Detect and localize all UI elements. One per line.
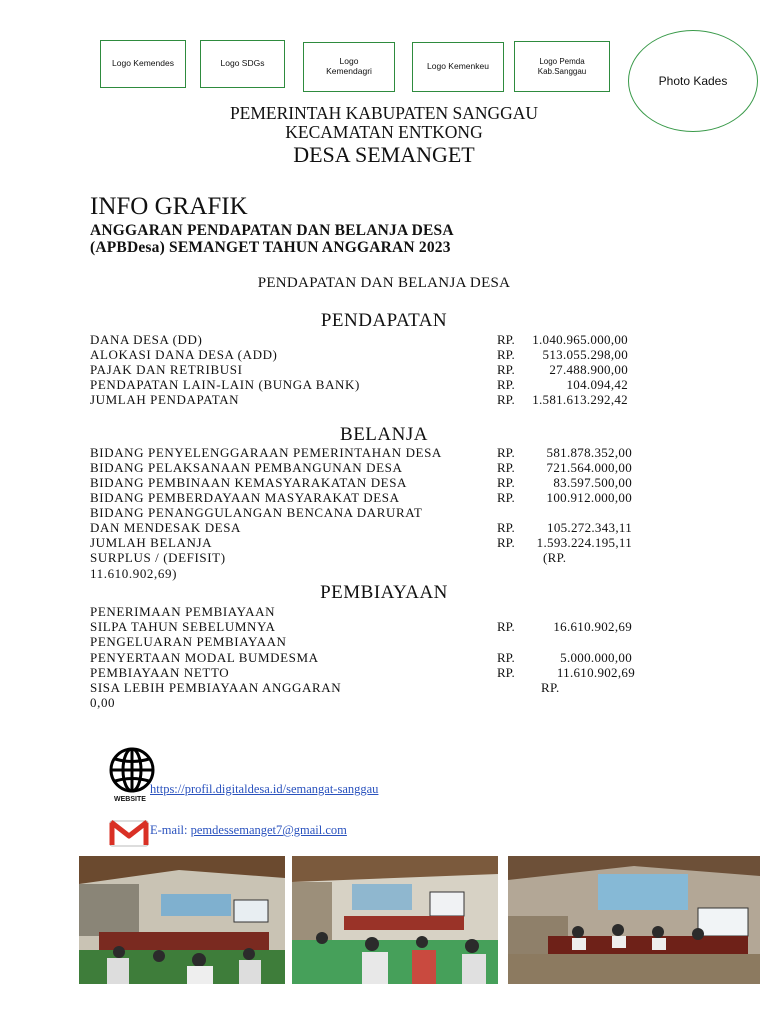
row-currency: RP.	[497, 460, 515, 475]
row-label: 0,00	[90, 695, 116, 710]
logo-pemda	[514, 41, 610, 92]
pembiayaan-heading: PEMBIAYAAN	[320, 582, 448, 603]
row-label: PEMBIAYAAN NETTO	[90, 665, 230, 680]
logo-kemendes-label: Logo Kemendes	[112, 58, 174, 69]
row-currency: RP.	[497, 520, 515, 535]
row-value: 104.094,42	[566, 377, 628, 392]
website-link[interactable]: https://profil.digitaldesa.id/semangat-sanggau	[150, 782, 379, 796]
header-kabupaten: PEMERINTAH KABUPATEN SANGGAU	[229, 103, 539, 123]
row-label: BIDANG PEMBINAAN KEMASYARAKATAN DESA	[90, 475, 408, 490]
row-label: 11.610.902,69)	[90, 566, 177, 581]
row-currency: RP.	[497, 377, 515, 392]
belanja-heading: BELANJA	[340, 424, 428, 445]
row-value: 1.040.965.000,00	[532, 332, 628, 347]
website-icon-label: WEBSITE	[114, 796, 146, 803]
row-label: BIDANG PEMBERDAYAAN MASYARAKAT DESA	[90, 490, 400, 505]
row-label: BIDANG PELAKSANAAN PEMBANGUNAN DESA	[90, 460, 403, 475]
row-label: PENDAPATAN LAIN-LAIN (BUNGA BANK)	[90, 377, 360, 392]
meeting-photo-1	[79, 856, 285, 984]
row-value: (RP.	[543, 550, 567, 565]
logo-pemda-label: Logo Pemda Kab.Sanggau	[537, 57, 587, 76]
header-desa: DESA SEMANGET	[293, 142, 475, 167]
row-value: 1.581.613.292,42	[532, 392, 628, 407]
row-value: 11.610.902,69	[556, 665, 635, 680]
row-currency: RP.	[497, 475, 515, 490]
row-value: 5.000.000,00	[560, 650, 632, 665]
row-currency: RP.	[497, 347, 515, 362]
row-value: 581.878.352,00	[546, 445, 632, 460]
row-currency: RP.	[497, 445, 515, 460]
row-currency: RP.	[497, 392, 515, 407]
row-currency: RP.	[497, 665, 515, 680]
row-label: PENYERTAAN MODAL BUMDESMA	[90, 650, 319, 665]
logo-sdgs-label: Logo SDGs	[220, 58, 265, 69]
logo-kemendes	[100, 40, 186, 88]
logo-sdgs	[200, 40, 285, 88]
row-label: JUMLAH BELANJA	[90, 535, 213, 550]
meeting-photo-2	[292, 856, 498, 984]
email-contact	[150, 823, 347, 838]
info-grafik-title: INFO GRAFIK	[90, 193, 248, 220]
row-label: JUMLAH PENDAPATAN	[90, 392, 240, 407]
row-currency: RP.	[497, 650, 515, 665]
row-currency: RP.	[497, 332, 515, 347]
row-label: PAJAK DAN RETRIBUSI	[90, 362, 243, 377]
row-value: 513.055.298,00	[542, 347, 628, 362]
row-value: 83.597.500,00	[553, 475, 632, 490]
logo-kemendagri	[303, 42, 395, 92]
photo-kades-label: Photo Kades	[658, 74, 728, 88]
row-currency: RP.	[497, 535, 515, 550]
logo-kemenkeu-label: Logo Kemenkeu	[427, 61, 489, 72]
row-label: BIDANG PENANGGULANGAN BENCANA DARURAT	[90, 505, 423, 520]
apbdes-subtitle-line1: ANGGARAN PENDAPATAN DAN BELANJA DESA	[90, 222, 454, 239]
row-label: ALOKASI DANA DESA (ADD)	[90, 347, 278, 362]
row-currency: RP.	[497, 362, 515, 377]
row-value: 1.593.224.195,11	[536, 535, 632, 550]
row-value: RP.	[541, 680, 560, 695]
apbdes-subtitle-line2: (APBDesa) SEMANGET TAHUN ANGGARAN 2023	[90, 239, 451, 256]
gmail-icon	[108, 818, 150, 848]
row-label: DANA DESA (DD)	[90, 332, 203, 347]
row-label: PENERIMAAN PEMBIAYAAN	[90, 604, 276, 619]
row-value: 105.272.343,11	[547, 520, 632, 535]
row-value: 721.564.000,00	[546, 460, 632, 475]
row-label: SILPA TAHUN SEBELUMNYA	[90, 619, 276, 634]
row-label: SURPLUS / (DEFISIT)	[90, 550, 226, 565]
row-currency: RP.	[497, 619, 515, 634]
row-label: BIDANG PENYELENGGARAAN PEMERINTAHAN DESA	[90, 445, 442, 460]
row-value: 16.610.902,69	[553, 619, 632, 634]
row-value: 100.912.000,00	[546, 490, 632, 505]
row-currency: RP.	[497, 490, 515, 505]
email-prefix: E-mail:	[150, 823, 191, 837]
header-kecamatan: KECAMATAN ENTKONG	[285, 122, 483, 142]
logo-kemendagri-label: Logo Kemendagri	[326, 56, 372, 76]
row-label: SISA LEBIH PEMBIAYAAN ANGGARAN	[90, 680, 342, 695]
logo-kemenkeu	[412, 42, 504, 92]
section-title: PENDAPATAN DAN BELANJA DESA	[257, 275, 511, 291]
pendapatan-heading: PENDAPATAN	[320, 310, 448, 331]
meeting-photo-3	[508, 856, 760, 984]
row-label: PENGELUARAN PEMBIAYAAN	[90, 634, 287, 649]
email-link[interactable]: pemdessemanget7@gmail.com	[190, 823, 347, 837]
row-value: 27.488.900,00	[549, 362, 628, 377]
row-label: DAN MENDESAK DESA	[90, 520, 242, 535]
